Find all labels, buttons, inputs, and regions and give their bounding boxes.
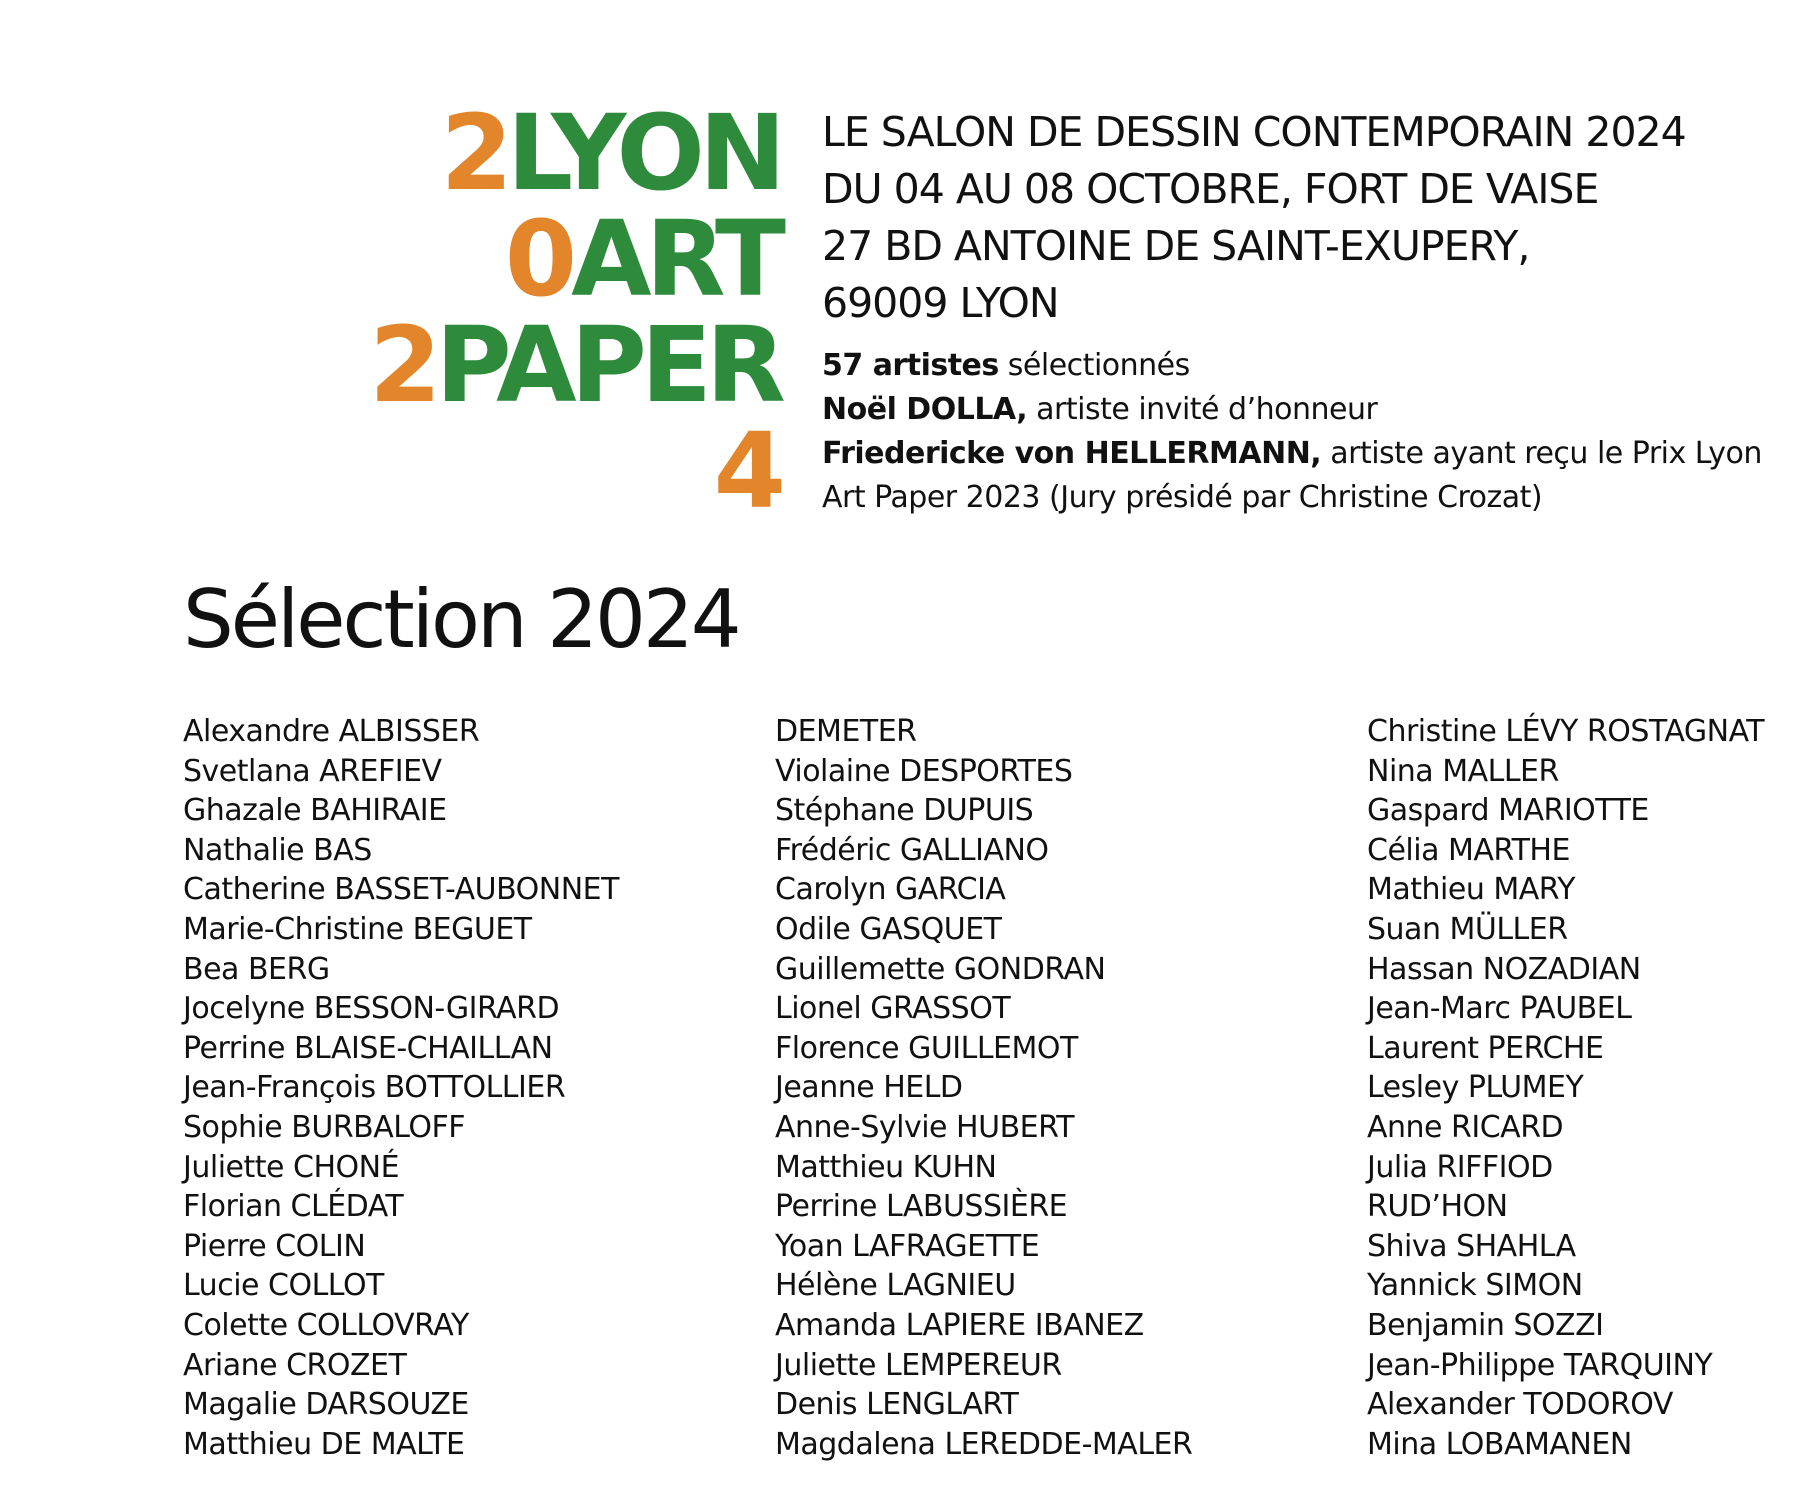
artist-name: Florence GUILLEMOT — [775, 1030, 1078, 1066]
artist-name: Anne-Sylvie HUBERT — [775, 1109, 1075, 1145]
artist-name: Jeanne HELD — [775, 1070, 963, 1106]
artist-name: Nina MALLER — [1367, 753, 1559, 789]
event-city: 69009 LYON — [822, 279, 1059, 327]
artist-name: Odile GASQUET — [775, 911, 1002, 947]
artist-list-column-2 — [775, 712, 1192, 1464]
artist-name: Juliette CHONÉ — [183, 1149, 400, 1185]
artist-name: Stéphane DUPUIS — [775, 793, 1034, 829]
artist-name: Yoan LAFRAGETTE — [775, 1228, 1040, 1264]
artist-name: Nathalie BAS — [183, 832, 372, 868]
artist-name: Alexander TODOROV — [1367, 1387, 1673, 1423]
artist-name: Gaspard MARIOTTE — [1367, 793, 1649, 829]
artist-name: Lucie COLLOT — [183, 1268, 384, 1304]
artist-name: Perrine LABUSSIÈRE — [775, 1189, 1068, 1225]
artist-name: Jean-François BOTTOLLIER — [183, 1070, 566, 1106]
artist-name: Juliette LEMPEREUR — [775, 1347, 1062, 1383]
logo-digit: 2 — [369, 304, 436, 426]
artist-name: Ariane CROZET — [183, 1347, 407, 1383]
artist-list-column-3 — [1367, 712, 1764, 1464]
artist-name: Alexandre ALBISSER — [183, 714, 480, 749]
artist-name: Anne RICARD — [1367, 1109, 1564, 1145]
artist-name: Shiva SHAHLA — [1367, 1228, 1576, 1264]
logo-line-1 — [340, 92, 780, 214]
artist-name: DEMETER — [775, 714, 917, 749]
artist-name: Jean-Marc PAUBEL — [1367, 991, 1632, 1027]
prize-winner-note — [822, 432, 1782, 520]
artist-name: Hélène LAGNIEU — [775, 1268, 1016, 1304]
event-details — [822, 104, 1782, 332]
artist-name: Célia MARTHE — [1367, 832, 1570, 868]
artist-name: Mathieu MARY — [1367, 872, 1576, 908]
guest-of-honour-name: Noël DOLLA, — [822, 392, 1028, 427]
artist-name: Julia RIFFIOD — [1367, 1149, 1553, 1185]
event-info — [822, 104, 1782, 520]
logo-line-3 — [340, 304, 780, 426]
artist-name: Ghazale BAHIRAIE — [183, 793, 447, 829]
artist-name: Denis LENGLART — [775, 1387, 1019, 1423]
guest-of-honour-note — [822, 388, 1782, 432]
artist-name: Matthieu KUHN — [775, 1149, 997, 1185]
artist-name: Laurent PERCHE — [1367, 1030, 1604, 1066]
artists-count-text: sélectionnés — [998, 348, 1190, 383]
event-dates: DU 04 AU 08 OCTOBRE, FORT DE VAISE — [822, 165, 1599, 213]
logo-digit: 0 — [504, 198, 572, 320]
event-address: 27 BD ANTOINE DE SAINT-EXUPERY, — [822, 222, 1530, 270]
artist-name: Pierre COLIN — [183, 1228, 366, 1264]
logo-digit: 2 — [440, 92, 507, 214]
artist-name: Carolyn GARCIA — [775, 872, 1006, 908]
artist-name: Matthieu DE MALTE — [183, 1426, 465, 1462]
artist-name: Bea BERG — [183, 951, 330, 987]
artist-name: Florian CLÉDAT — [183, 1189, 404, 1225]
artist-name: Colette COLLOVRAY — [183, 1307, 469, 1343]
prize-winner-name: Friedericke von HELLERMANN, — [822, 436, 1322, 471]
artist-name: Lionel GRASSOT — [775, 991, 1011, 1027]
artist-name: Lesley PLUMEY — [1367, 1070, 1584, 1106]
artist-name: Suan MÜLLER — [1367, 911, 1568, 947]
artist-name: Sophie BURBALOFF — [183, 1109, 466, 1145]
artist-name: Benjamin SOZZI — [1367, 1307, 1604, 1343]
logo-line-2 — [340, 198, 780, 320]
artist-name: Violaine DESPORTES — [775, 753, 1073, 789]
artist-name: Amanda LAPIERE IBANEZ — [775, 1307, 1144, 1343]
artist-name: Frédéric GALLIANO — [775, 832, 1049, 868]
logo-word: PAPER — [435, 304, 780, 426]
artist-name: Jean-Philippe TARQUINY — [1367, 1347, 1713, 1383]
artist-name: Svetlana AREFIEV — [183, 753, 442, 789]
selection-title: Sélection 2024 — [183, 573, 739, 666]
event-logo — [340, 92, 780, 532]
artist-name: Hassan NOZADIAN — [1367, 951, 1641, 987]
logo-line-4 — [340, 410, 780, 532]
logo-word: ART — [571, 198, 780, 320]
artist-name: Magalie DARSOUZE — [183, 1387, 469, 1423]
prize-winner-text: artiste ayant reçu le Prix Lyon Art Paper 2023 (Jury présidé par Christine Crozat) — [822, 436, 1762, 515]
event-notes — [822, 344, 1782, 520]
logo-digit: 4 — [713, 410, 780, 532]
artist-name: Yannick SIMON — [1367, 1268, 1583, 1304]
guest-of-honour-text: artiste invité d’honneur — [1027, 392, 1378, 427]
artist-name: RUD’HON — [1367, 1189, 1508, 1225]
artist-name: Perrine BLAISE-CHAILLAN — [183, 1030, 553, 1066]
artists-count: 57 artistes — [822, 348, 999, 383]
artist-name: Marie-Christine BEGUET — [183, 911, 532, 947]
artist-name: Christine LÉVY ROSTAGNAT — [1367, 714, 1765, 749]
logo-word: LYON — [506, 92, 780, 214]
event-title: LE SALON DE DESSIN CONTEMPORAIN 2024 — [822, 108, 1686, 156]
artist-name: Catherine BASSET-AUBONNET — [183, 872, 619, 908]
artist-name: Mina LOBAMANEN — [1367, 1426, 1632, 1462]
artists-count-note — [822, 344, 1782, 388]
artist-name: Guillemette GONDRAN — [775, 951, 1106, 987]
artist-list-column-1 — [183, 712, 619, 1464]
artist-name: Magdalena LEREDDE-MALER — [775, 1426, 1193, 1462]
artist-name: Jocelyne BESSON-GIRARD — [183, 991, 560, 1027]
